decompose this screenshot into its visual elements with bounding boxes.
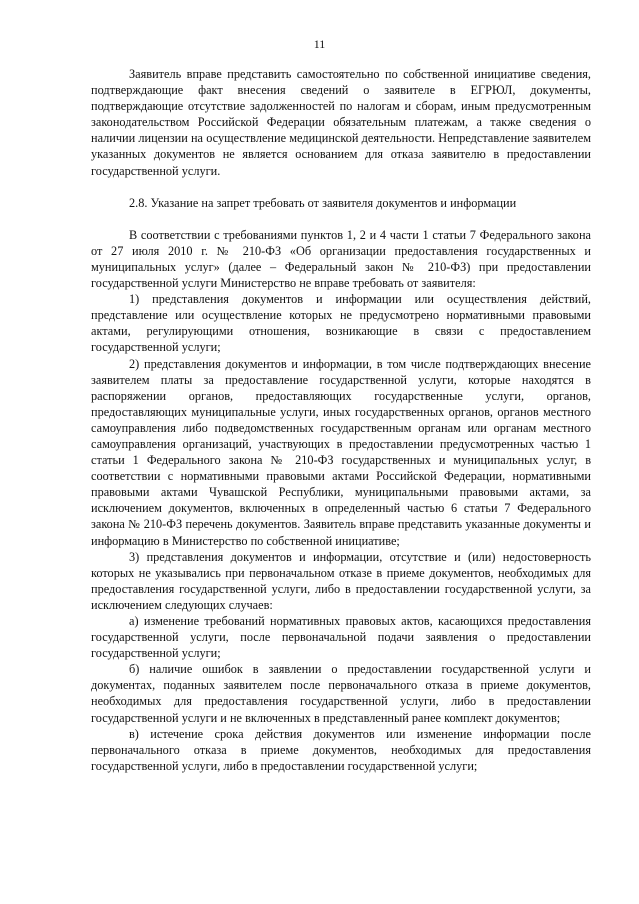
document-body	[91, 66, 591, 774]
sub-item-a: а) изменение требований нормативных правовых актов, касающихся предоставления государственной услуги, после первоначальной подачи заявления о предоставлении государственной услуги;	[91, 614, 591, 661]
list-item-3: 3) представления документов и информации, отсутствие и (или) недостоверность которых не указывались при первоначальном отказе в приеме документов, необходимых для предоставления государственной услуги, либо в предоставлении государственной услуги, за исключением следующих случаев:	[91, 549, 591, 612]
sub-item-b: б) наличие ошибок в заявлении о предоставлении государственной услуги и документах, поданных заявителем после первоначального отказа в приеме документов, необходимых для предоставления государственной услуги, либо в предоставлении государственной услуги и не включенных в представленный ранее комплект документов;	[91, 662, 591, 725]
list-item-1: 1) представления документов и информации или осуществления действий, представление или осуществление которых не предусмотрено нормативными правовыми актами, регулирующими отношения, возникающие в связи с предоставлением государственной услуги;	[91, 292, 591, 355]
paragraph-requirements-intro: В соответствии с требованиями пунктов 1, 2 и 4 части 1 статьи 7 Федерального закона от 27 июля 2010 г. № 210-ФЗ «Об организации предоставления государственных и муниципальных услуг» (далее – Федеральный закон № 210-ФЗ) при предоставлении государственной услуги Министерство не вправе требовать от заявителя:	[91, 227, 591, 291]
paragraph-applicant-right: Заявитель вправе представить самостоятельно по собственной инициативе сведения, подтверждающие факт внесения сведений о заявителе в ЕГРЮЛ, документы, подтверждающие отсутствие задолженностей по налогам и сборам, иным предусмотренным законодательством Российской Федерации обязательным платежам, а также сведения о наличии лицензии на осуществление медицинской деятельности. Непредставление заявителем указанных документов не является основанием для отказа заявителю в предоставлении государственной услуги.	[91, 67, 591, 178]
page-number: 11	[313, 37, 326, 51]
sub-item-v: в) истечение срока действия документов или изменение информации после первоначального отказа в приеме документов, необходимых для предоставления государственной услуги, либо в предоставлении государственной услуги;	[91, 726, 591, 773]
section-heading-2-8: 2.8. Указание на запрет требовать от заявителя документов и информации	[129, 195, 517, 210]
list-item-2: 2) представления документов и информации, в том числе подтверждающих внесение заявителем платы за предоставление государственной услуги, которые находятся в распоряжении органов, предоставляющих государственные услуги, органов, предоставляющих муниципальные услуги, иных государственных органов, органов местного самоуправления либо подведомственных государственным органам или органам местного самоуправления организаций, участвующих в предоставлении предусмотренных частью 1 статьи 1 Федерального закона № 210-ФЗ государственных и муниципальных услуг, в соответствии с нормативными правовыми актами Российской Федерации, нормативными правовыми актами Чувашской Республики, муниципальными правовыми актами, за исключением документов, включенных в определенный частью 6 статьи 7 Федерального закона № 210-ФЗ перечень документов. Заявитель вправе представить указанные документы и информацию в Министерство по собственной инициативе;	[91, 356, 591, 548]
